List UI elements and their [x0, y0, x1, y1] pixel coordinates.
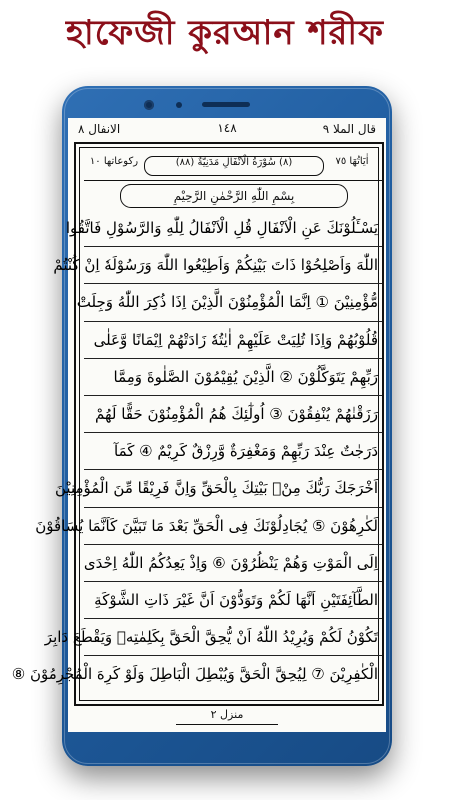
bismillah: بِسْمِ اللّٰهِ الرَّحْمٰنِ الرَّحِيْمِ — [120, 184, 348, 208]
quran-page-screen[interactable] — [11, 118, 386, 732]
verse-line: الطَّآئِفَتَيْنِ اَنَّهَا لَكُمْ وَتَوَدُّوْنَ اَنَّ غَيْرَ ذَاتِ الشَّوْكَةِ — [84, 582, 382, 619]
verse-line: قُلُوْبُهُمْ وَاِذَا تُلِيَتْ عَلَيْهِمْ اٰيٰتُهٗ زَادَتْهُمْ اِيْمَانًا وَّعَلٰى — [84, 322, 382, 359]
banner-title: হাফেজী কুরআন শরীফ — [66, 12, 384, 53]
camera-icon — [144, 100, 154, 110]
verse-line: مُّؤْمِنِيْنَ ① اِنَّمَا الْمُؤْمِنُوْنَ الَّذِيْنَ اِذَا ذُكِرَ اللّٰهُ وَجِلَتْ — [84, 284, 382, 321]
page-inner-border — [11, 147, 379, 701]
verse-line: اِلَى الْمَوْتِ وَهُمْ يَنْظُرُوْنَ ⑥ وَاِذْ يَعِدُكُمُ اللّٰهُ اِحْدَى — [84, 545, 382, 582]
manzil-label: منزل ٢ — [210, 708, 244, 721]
verse-line: يَسْـَٔلُوْنَكَ عَنِ الْاَنْفَالِ قُلِ الْاَنْفَالُ لِلّٰهِ وَالرَّسُوْلِ فَاتَّقُوا — [84, 210, 382, 247]
surah-header — [84, 152, 382, 181]
verse-lines — [11, 210, 382, 692]
surah-title: (٨) سُوْرَةُ الْاَنْفَالِ مَدَنِيَّةٌ (٨٨) — [144, 156, 324, 176]
ayah-count: اٰيَاتُهَا ٧٥ — [335, 156, 369, 167]
page-border-frame — [11, 142, 384, 706]
verse-line: تَكُوْنُ لَكُمْ وَيُرِيْدُ اللّٰهُ اَنْ يُّحِقَّ الْحَقَّ بِكَلِمٰتِهٖ وَيَقْطَعَ دَابِرَ — [84, 619, 382, 656]
verse-line: لَكٰرِهُوْنَ ⑤ يُجَادِلُوْنَكَ فِى الْحَقِّ بَعْدَ مَا تَبَيَّنَ كَاَنَّمَا يُسَاقُوْنَ — [84, 508, 382, 545]
phone-mockup — [11, 86, 392, 766]
verse-line: رَزَقْنٰهُمْ يُنْفِقُوْنَ ③ اُولٰٓئِكَ هُمُ الْمُؤْمِنُوْنَ حَقًّا لَهُمْ — [84, 396, 382, 433]
speaker-grille — [202, 102, 250, 107]
verse-line: رَبِّهِمْ يَتَوَكَّلُوْنَ ② الَّذِيْنَ يُقِيْمُوْنَ الصَّلٰوةَ وَمِمَّا — [84, 359, 382, 396]
surah-name-label: الانفال ٨ — [78, 122, 121, 136]
verse-line: اللّٰهَ وَاَصْلِحُوْا ذَاتَ بَيْنِكُمْ وَاَطِيْعُوا اللّٰهَ وَرَسُوْلَهٗ اِنْ كُنْتُمْ — [84, 247, 382, 284]
app-banner — [0, 0, 450, 70]
sensor-icon — [176, 102, 182, 108]
juz-name-label: قال الملا ٩ — [322, 122, 376, 136]
verse-line: اَخْرَجَكَ رَبُّكَ مِنْۢ بَيْتِكَ بِالْحَقِّ وَاِنَّ فَرِيْقًا مِّنَ الْمُؤْمِنِيْنَ — [84, 470, 382, 507]
page-number: ١٤٨ — [217, 121, 237, 135]
footer-rule — [176, 724, 278, 725]
manzil-footer — [68, 708, 386, 728]
page-top-bar — [68, 118, 386, 140]
verse-line: دَرَجٰتٌ عِنْدَ رَبِّهِمْ وَمَغْفِرَةٌ وَّرِزْقٌ كَرِيْمٌ ④ كَمَآ — [84, 433, 382, 470]
verse-line: الْكٰفِرِيْنَ ⑦ لِيُحِقَّ الْحَقَّ وَيُبْطِلَ الْبَاطِلَ وَلَوْ كَرِهَ الْمُجْرِمُوْنَ ⑧ — [11, 665, 378, 684]
ruku-count: رکوعاتها ١٠ — [89, 156, 139, 167]
